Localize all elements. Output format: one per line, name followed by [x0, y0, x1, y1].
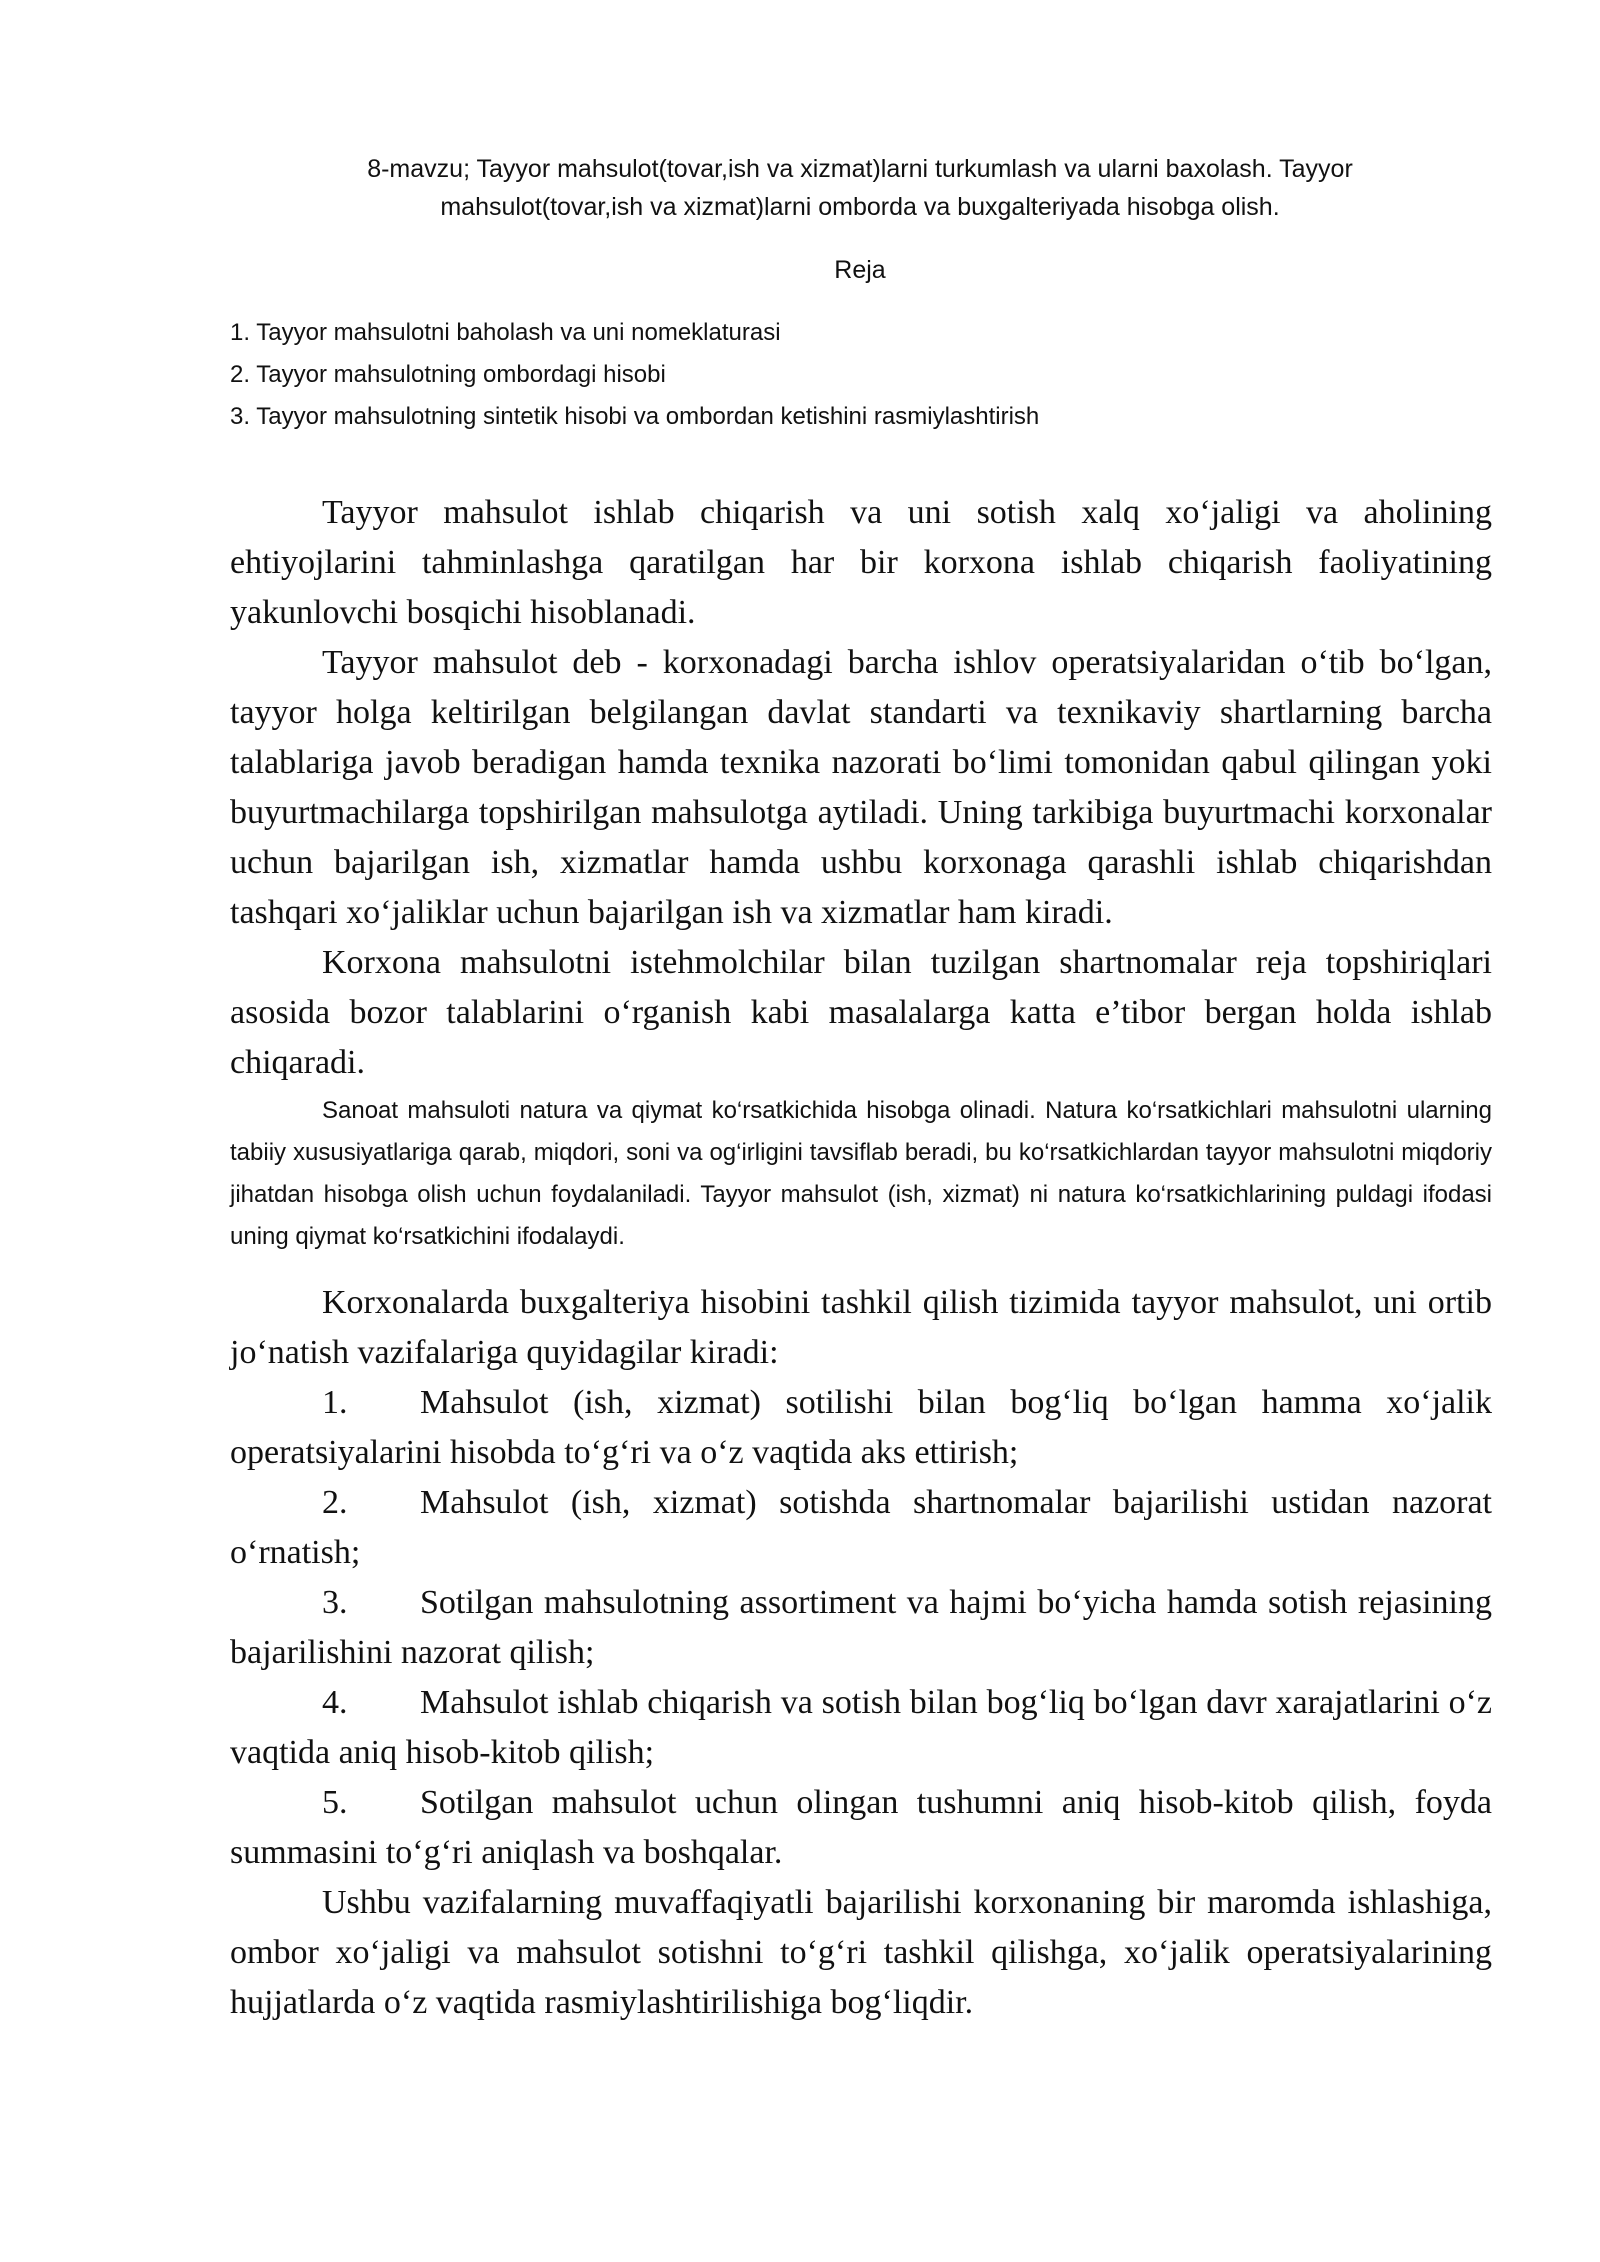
task-text: Mahsulot ishlab chiqarish va sotish bilan bog‘liq bo‘lgan davr xarajatlarini o‘z vaqtida aniq hisob-kitob qilish;: [230, 1684, 1492, 1771]
plan-item-3: 3. Tayyor mahsulotning sintetik hisobi va ombordan ketishini rasmiylashtirish: [230, 403, 1040, 430]
document-body: [230, 488, 1492, 2028]
document-title: [300, 150, 1420, 226]
task-text: Mahsulot (ish, xizmat) sotilishi bilan bog‘liq bo‘lgan hamma xo‘jalik operatsiyalarini hisobda to‘g‘ri va o‘z vaqtida aks ettirish;: [230, 1384, 1492, 1471]
task-text: Sotilgan mahsulotning assortiment va hajmi bo‘yicha hamda sotish rejasining bajarilishini nazorat qilish;: [230, 1584, 1492, 1671]
task-item-1: [230, 1378, 1492, 1478]
task-number: 1.: [322, 1384, 348, 1421]
plan-item-2: 2. Tayyor mahsulotning ombordagi hisobi: [230, 361, 666, 388]
plan-list: [230, 312, 1490, 438]
task-item-5: [230, 1778, 1492, 1878]
plan-item-1: 1. Tayyor mahsulotni baholash va uni nomeklaturasi: [230, 319, 781, 346]
task-number: 4.: [322, 1684, 348, 1721]
task-number: 2.: [322, 1484, 348, 1521]
title-line-2: mahsulot(tovar,ish va xizmat)larni omborda va buxgalteriyada hisobga olish.: [440, 193, 1280, 221]
task-text: Mahsulot (ish, xizmat) sotishda shartnomalar bajarilishi ustidan nazorat o‘rnatish;: [230, 1484, 1492, 1571]
plan-heading: Reja: [834, 256, 886, 284]
paragraph-definition: Tayyor mahsulot deb - korxonadagi barcha ishlov operatsiyalaridan o‘tib bo‘lgan, tayyor holga keltirilgan belgilangan davlat standarti va texnikaviy shartlarning barcha talablariga javob beradigan hamda texnika nazorati bo‘limi tomonidan qabul qilingan yoki buyurtmachilarga topshirilgan mahsulotga aytiladi. Uning tarkibiga buyurtmachi korxonalar uchun bajarilgan ish, xizmatlar hamda ushbu korxonaga qarashli ishlab chiqarishdan tashqari xo‘jaliklar uchun bajarilgan ish va xizmatlar ham kiradi.: [230, 644, 1492, 931]
task-item-4: [230, 1678, 1492, 1778]
paragraph-tasks-intro: Korxonalarda buxgalteriya hisobini tashkil qilish tizimida tayyor mahsulot, uni ortib jo‘natish vazifalariga quyidagilar kiradi:: [230, 1284, 1492, 1371]
paragraph-indicators: Sanoat mahsuloti natura va qiymat ko‘rsatkichida hisobga olinadi. Natura ko‘rsatkichlari mahsulotni ularning tabiiy xususiyatlariga qarab, miqdori, soni va og‘irligini tavsiflab beradi, bu ko‘rsatkichlardan tayyor mahsulotni miqdoriy jihatdan hisobga olish uchun foydalaniladi. Tayyor mahsulot (ish, xizmat) ni natura ko‘rsatkichlarining puldagi ifodasi uning qiymat ko‘rsatkichini ifodalaydi.: [230, 1097, 1492, 1250]
paragraph-production: Korxona mahsulotni istehmolchilar bilan tuzilgan shartnomalar reja topshiriqlari asosida bozor talablarini o‘rganish kabi masalalarga katta e’tibor bergan holda ishlab chiqaradi.: [230, 944, 1492, 1081]
task-number: 5.: [322, 1784, 348, 1821]
paragraph-conclusion: Ushbu vazifalarning muvaffaqiyatli bajarilishi korxonaning bir maromda ishlashiga, ombor xo‘jaligi va mahsulot sotishni to‘g‘ri tashkil qilishga, xo‘jalik operatsiyalarining hujjatlarda o‘z vaqtida rasmiylashtirilishiga bog‘liqdir.: [230, 1884, 1492, 2021]
task-number: 3.: [322, 1584, 348, 1621]
paragraph-intro: Tayyor mahsulot ishlab chiqarish va uni sotish xalq xo‘jaligi va aholining ehtiyojlarini tahminlashga qaratilgan har bir korxona ishlab chiqarish faoliyatining yakunlovchi bosqichi hisoblanadi.: [230, 494, 1492, 631]
title-line-1: 8-mavzu; Tayyor mahsulot(tovar,ish va xizmat)larni turkumlash va ularni baxolash. Tayyor: [367, 155, 1353, 183]
task-text: Sotilgan mahsulot uchun olingan tushumni aniq hisob-kitob qilish, foyda summasini to‘g‘ri aniqlash va boshqalar.: [230, 1784, 1492, 1871]
task-item-3: [230, 1578, 1492, 1678]
task-item-2: [230, 1478, 1492, 1578]
